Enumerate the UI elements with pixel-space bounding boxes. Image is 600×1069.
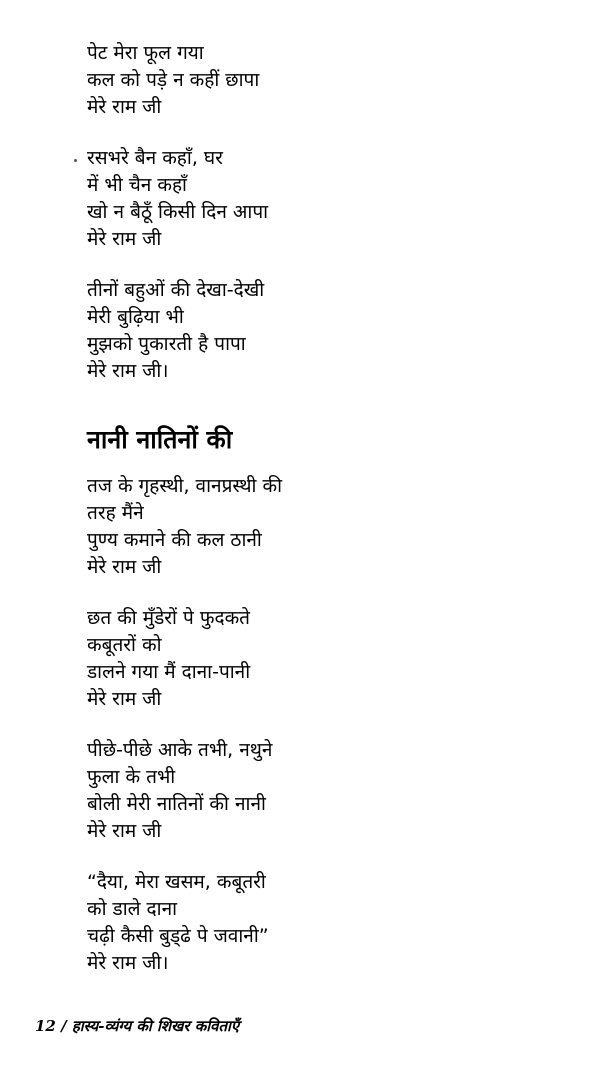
stanza [87,605,567,713]
poem-line: डालने गया मैं दाना-पानी [87,661,251,683]
poem-line: रसभरे बैन कहाँ, घर [87,147,223,169]
poem-line: चढ़ी कैसी बुड्‌ढे पे जवानी” [87,925,269,947]
poem-line: मेरे राम जी। [87,952,169,974]
stanza [87,737,567,845]
poem-line: मेरे राम जी। [87,360,169,382]
poem-line: “दैया, मेरा खसम, कबूतरी [87,871,266,893]
footer-separator: / [61,1017,67,1035]
page-number: 12 [35,1017,56,1035]
poem-line: बोली मेरी नातिनों की नानी [87,793,266,815]
poem-line: मेरे राम जी [87,688,162,710]
poem-column [87,40,567,1001]
poem-line: मेरे राम जी [87,820,162,842]
poem-line: मेरी बुढ़िया भी [87,306,184,328]
stanza [87,277,567,385]
poem-line: खो न बैठूँ किसी दिन आपा [87,201,269,223]
poem-line: पीछे-पीछे आके तभी, नथुने [87,739,273,761]
stanza [87,473,567,581]
print-speck [74,159,77,162]
poem-line: तज के गृहस्थी, वानप्रस्थी की [87,475,283,497]
stanza [87,145,567,253]
poem-line: पेट मेरा फूल गया [87,42,204,64]
stanza [87,40,567,121]
poem-line: मेरे राम जी [87,96,162,118]
poem-line: मेरे राम जी [87,556,162,578]
poem-line: छत की मुँडेरों पे फुदकते [87,607,250,629]
poem-line: मेरे राम जी [87,228,162,250]
poem-line: पुण्य कमाने की कल ठानी [87,529,262,551]
poem-line: तरह मैंने [87,502,144,524]
poem-line: कल को पड़े न कहीं छापा [87,69,260,91]
poem-line: फुला के तभी [87,766,176,788]
poem-line: तीनों बहुओं की देखा-देखी [87,279,265,301]
poem-line: कबूतरों को [87,634,162,656]
page-footer [35,1016,239,1036]
book-title: हास्य-व्यंग्य की शिखर कविताएँ [71,1017,240,1035]
poem-title: नानी नातिनों की [87,425,233,454]
poem-line: में भी चैन कहाँ [87,174,187,196]
poem-line: मुझको पुकारती है पापा [87,333,246,355]
stanza [87,869,567,977]
poem-line: को डाले दाना [87,898,178,920]
